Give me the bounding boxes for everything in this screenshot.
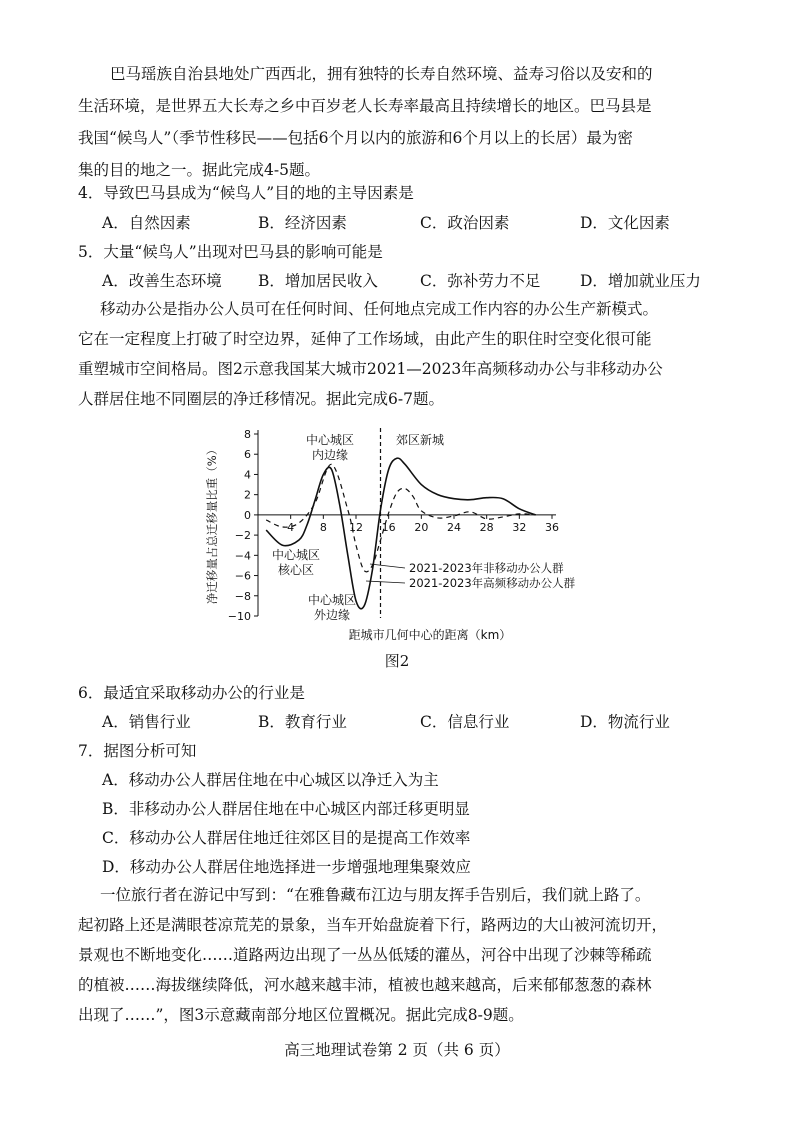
passage3-line-5: 出现了……”，图3示意藏南部分地区位置概况。据此完成8-9题。 [78, 1006, 524, 1024]
question-7-option-d: D．移动办公人群居住地选择进一步增强地理集聚效应 [102, 858, 471, 876]
passage2-line-4: 人群居住地不同圈层的净迁移情况。据此完成6-7题。 [78, 390, 444, 408]
label-center-inner-edge-1: 中心城区 [305, 433, 355, 447]
question-5-stem: 5．大量“候鸟人”出现对巴马县的影响可能是 [78, 243, 383, 261]
x-tick-label: 24 [447, 520, 461, 534]
x-tick-label: 4 [287, 520, 295, 534]
x-tick-label: 8 [319, 520, 327, 534]
legend-non-mobile: 2021-2023年非移动办公人群 [409, 561, 564, 575]
passage1-line-3: 我国“候鸟人”（季节性移民——包括6个月以内的旅游和6个月以上的长居）最为密 [78, 129, 633, 147]
question-7-option-c: C．移动办公人群居住地迁往郊区目的是提高工作效率 [102, 829, 471, 847]
x-tick-label: 28 [479, 520, 494, 534]
y-tick-label: 4 [244, 468, 251, 482]
question-6-option-b: B．教育行业 [258, 713, 347, 731]
y-tick-label: −2 [234, 529, 251, 543]
passage1-line-2: 生活环境，是世界五大长寿之乡中百岁老人长寿率最高且持续增长的地区。巴马县是 [78, 97, 652, 115]
passage2-line-3: 重塑城市空间格局。图2示意我国某大城市2021—2023年高频移动办公与非移动办公 [78, 360, 663, 378]
y-tick-label: 8 [244, 428, 251, 441]
label-center-core-1: 中心城区 [271, 548, 321, 562]
x-tick-label: 36 [545, 520, 559, 534]
legend-mobile: 2021-2023年高频移动办公人群 [409, 576, 576, 590]
question-5-option-b: B．增加居民收入 [258, 272, 378, 290]
question-4-option-a: A．自然因素 [102, 214, 191, 232]
passage3-line-2: 起初路上还是满眼苍凉荒芜的景象，当车开始盘旋着下行，路两边的大山被河流切开， [78, 916, 668, 934]
question-6-stem: 6．最适宜采取移动办公的行业是 [78, 684, 305, 702]
x-tick-label: 20 [414, 520, 429, 534]
passage2-line-2: 它在一定程度上打破了时空边界，延伸了工作场域，由此产生的职住时空变化很可能 [78, 330, 652, 348]
x-tick-label: 16 [381, 520, 396, 534]
label-center-outer-edge-2: 外边缘 [313, 608, 351, 622]
x-axis-label: 距城市几何中心的距离（km） [348, 628, 512, 642]
y-tick-label: −6 [234, 569, 251, 583]
y-tick-label: −8 [234, 589, 251, 603]
leader-line-non-mobile [370, 564, 405, 568]
question-7-stem: 7．据图分析可知 [78, 742, 197, 760]
question-7-option-b: B．非移动办公人群居住地在中心城区内部迁移更明显 [102, 800, 470, 818]
question-5-option-c: C．弥补劳力不足 [420, 272, 541, 290]
passage3-line-4: 的植被……海拔继续降低，河水越来越丰沛，植被也越来越高，后来郁郁葱葱的森林 [78, 976, 652, 994]
question-5-option-d: D．增加就业压力 [580, 272, 701, 290]
x-tick-label: 32 [512, 520, 527, 534]
question-4-stem: 4．导致巴马县成为“候鸟人”目的地的主导因素是 [78, 184, 414, 202]
question-5-option-a: A．改善生态环境 [102, 272, 222, 290]
label-suburb-new-town: 郊区新城 [395, 433, 445, 447]
y-tick-label: −4 [234, 549, 251, 563]
question-4-option-c: C．政治因素 [420, 214, 510, 232]
y-tick-label: −10 [227, 610, 251, 623]
x-tick-label: 12 [349, 520, 363, 534]
y-tick-label: 2 [244, 488, 251, 502]
label-center-outer-edge-1: 中心城区 [307, 593, 357, 607]
label-center-inner-edge-2: 内边缘 [311, 448, 349, 462]
passage3-line-3: 景观也不断地变化……道路两边出现了一丛丛低矮的灌丛，河谷中出现了沙棘等稀疏 [78, 946, 652, 964]
question-4-option-d: D．文化因素 [580, 214, 670, 232]
question-4-option-b: B．经济因素 [258, 214, 347, 232]
figure-2-caption: 图2 [384, 652, 410, 670]
page-footer: 高三地理试卷第 2 页（共 6 页） [284, 1041, 510, 1059]
y-tick-label: 0 [244, 508, 251, 522]
passage2-line-1: 移动办公是指办公人员可在任何时间、任何地点完成工作内容的办公生产新模式。 [100, 300, 659, 318]
y-tick-label: 6 [244, 448, 251, 462]
y-axis-label: 净迁移量占总迁移量比重（%） [205, 443, 219, 605]
question-6-option-d: D．物流行业 [580, 713, 670, 731]
question-6-option-a: A．销售行业 [102, 713, 191, 731]
leader-line-mobile [366, 581, 405, 583]
passage1-line-4: 集的目的地之一。据此完成4-5题。 [78, 161, 320, 179]
passage3-line-1: 一位旅行者在游记中写到：“在雅鲁藏布江边与朋友挥手告别后，我们就上路了。 [100, 886, 651, 904]
label-center-core-2: 核心区 [277, 563, 315, 577]
question-6-option-c: C．信息行业 [420, 713, 510, 731]
figure-2-chart [0, 420, 794, 660]
question-7-option-a: A．移动办公人群居住地在中心城区以净迁入为主 [102, 771, 439, 789]
passage1-line-1: 巴马瑶族自治县地处广西西北，拥有独特的长寿自然环境、益寿习俗以及安和的 [110, 65, 653, 83]
